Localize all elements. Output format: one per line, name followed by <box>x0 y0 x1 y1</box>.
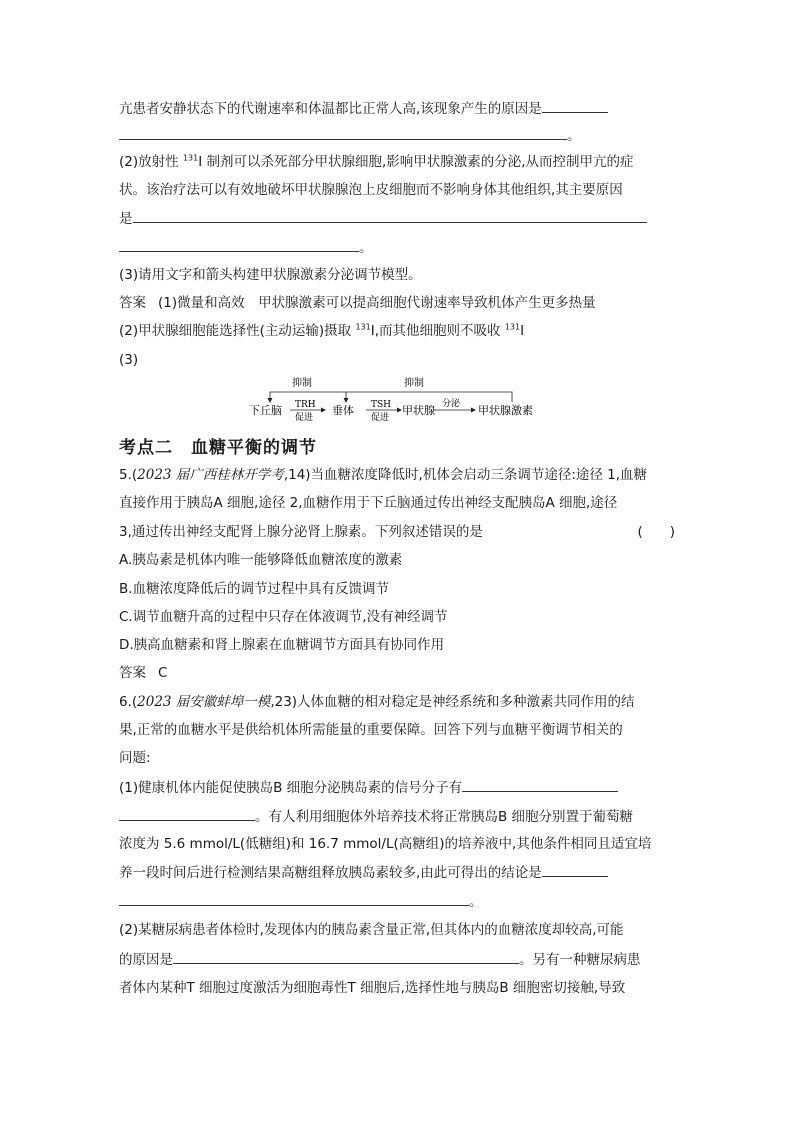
inhibit-label-left: 抑制 <box>292 378 312 389</box>
q6-line1: 6.(2023 届安徽蚌埠一模,23)人体血糖的相对稳定是神经系统和多种激素共同作用的结 <box>119 694 635 710</box>
q4-line2: 。 <box>119 125 581 146</box>
q5-line2: 直接作用于胰岛A 细胞,途径 2,血糖作用于下丘脑通过传出神经支配胰岛A 细胞,途径 <box>119 495 618 511</box>
q5-answer: 答案 C <box>119 665 168 681</box>
q6-part1-line3: 浓度为 5.6 mmol/L(低糖组)和 16.7 mmol/L(高糖组)的培养液中,其他条件相同且适宜培 <box>119 836 652 852</box>
answer-paren[interactable]: ( ) <box>637 524 675 540</box>
q4-part2-line3: 是 <box>119 208 647 229</box>
q5-option-a: A.胰岛素是机体内唯一能够降低血糖浓度的激素 <box>119 552 403 568</box>
answer-blank[interactable] <box>119 891 469 906</box>
answer-blank[interactable] <box>542 98 608 113</box>
q4-line1: 亢患者安静状态下的代谢速率和体温都比正常人高,该现象产生的原因是 <box>119 98 608 119</box>
secrete-label: 分泌 <box>442 399 461 409</box>
q4-part3: (3)请用文字和箭头构建甲状腺激素分泌调节模型。 <box>119 267 422 283</box>
q5-line3: 3,通过传出神经支配肾上腺分泌肾上腺素。下列叙述错误的是 ( ) <box>119 524 675 540</box>
thyroid-hormone-node: 甲状腺激素 <box>478 404 533 417</box>
q6-part1-line4: 养一段时间后进行检测结果高糖组释放胰岛素较多,由此可得出的结论是 <box>119 862 608 883</box>
answer-blank[interactable] <box>119 237 359 252</box>
answer-blank[interactable] <box>119 125 567 140</box>
q5-option-b: B.血糖浓度降低后的调节过程中具有反馈调节 <box>119 581 390 597</box>
q5-option-d: D.胰高血糖素和肾上腺素在血糖调节方面具有协同作用 <box>119 637 445 653</box>
answer-blank[interactable] <box>462 777 618 792</box>
q4-answer-2: (2)甲状腺细胞能选择性(主动运输)摄取 $^{131}$I,而其他细胞则不吸收 $^{131}$I <box>119 322 525 339</box>
promote-label-1: 促进 <box>295 413 314 423</box>
thyroid-node: 甲状腺 <box>402 404 435 417</box>
pituitary-node: 垂体 <box>332 404 354 417</box>
q4-part2-line4: 。 <box>119 237 373 258</box>
section-heading: 考点二 血糖平衡的调节 <box>119 438 317 458</box>
q6-line2: 果,正常的血糖水平是供给机体所需能量的重要保障。回答下列与血糖平衡调节相关的 <box>119 722 623 738</box>
q4-part2-line1: (2)放射性 $^{131}$I 制剂可以杀死部分甲状腺细胞,影响甲状腺激素的分泌,从而控制甲亢的症 <box>119 153 634 170</box>
answer-blank[interactable] <box>119 806 255 821</box>
inhibit-label-right: 抑制 <box>404 378 424 389</box>
answer-blank[interactable] <box>133 208 647 223</box>
answer-blank[interactable] <box>173 949 519 964</box>
trh-label: TRH <box>295 400 316 410</box>
q4-answer-3-label: (3) <box>119 352 139 368</box>
promote-label-2: 促进 <box>371 413 390 423</box>
q6-part1-line2: 。有人利用细胞体外培养技术将正常胰岛B 细胞分别置于葡萄糖 <box>119 806 633 827</box>
q6-line3: 问题: <box>119 750 151 766</box>
q5-line1: 5.(2023 届广西桂林开学考,14)当血糖浓度降低时,机体会启动三条调节途径:途径 1,血糖 <box>119 467 648 483</box>
hypothalamus-node: 下丘脑 <box>249 404 282 417</box>
q6-part1-line1: (1)健康机体内能促使胰岛B 细胞分泌胰岛素的信号分子有 <box>119 777 618 798</box>
q5-option-c: C.调节血糖升高的过程中只存在体液调节,没有神经调节 <box>119 609 448 625</box>
q4-part2-line2: 状。该治疗法可以有效地破坏甲状腺腺泡上皮细胞而不影响身体其他组织,其主要原因 <box>119 182 623 198</box>
tsh-label: TSH <box>371 400 392 410</box>
q6-part2-line2: 的原因是 。另有一种糖尿病患 <box>119 949 641 970</box>
q6-part1-line5: 。 <box>119 891 483 912</box>
q6-part2-line3: 者体内某种T 细胞过度激活为细胞毒性T 细胞后,选择性地与胰岛B 细胞密切接触,导致 <box>119 980 626 996</box>
q6-part2-line1: (2)某糖尿病患者体检时,发现体内的胰岛素含量正常,但其体内的血糖浓度却较高,可能 <box>119 922 624 938</box>
thyroid-regulation-diagram <box>240 374 560 424</box>
answer-blank[interactable] <box>542 862 608 877</box>
q4-answer-1: 答案 (1)微量和高效 甲状腺激素可以提高细胞代谢速率导致机体产生更多热量 <box>119 295 596 311</box>
